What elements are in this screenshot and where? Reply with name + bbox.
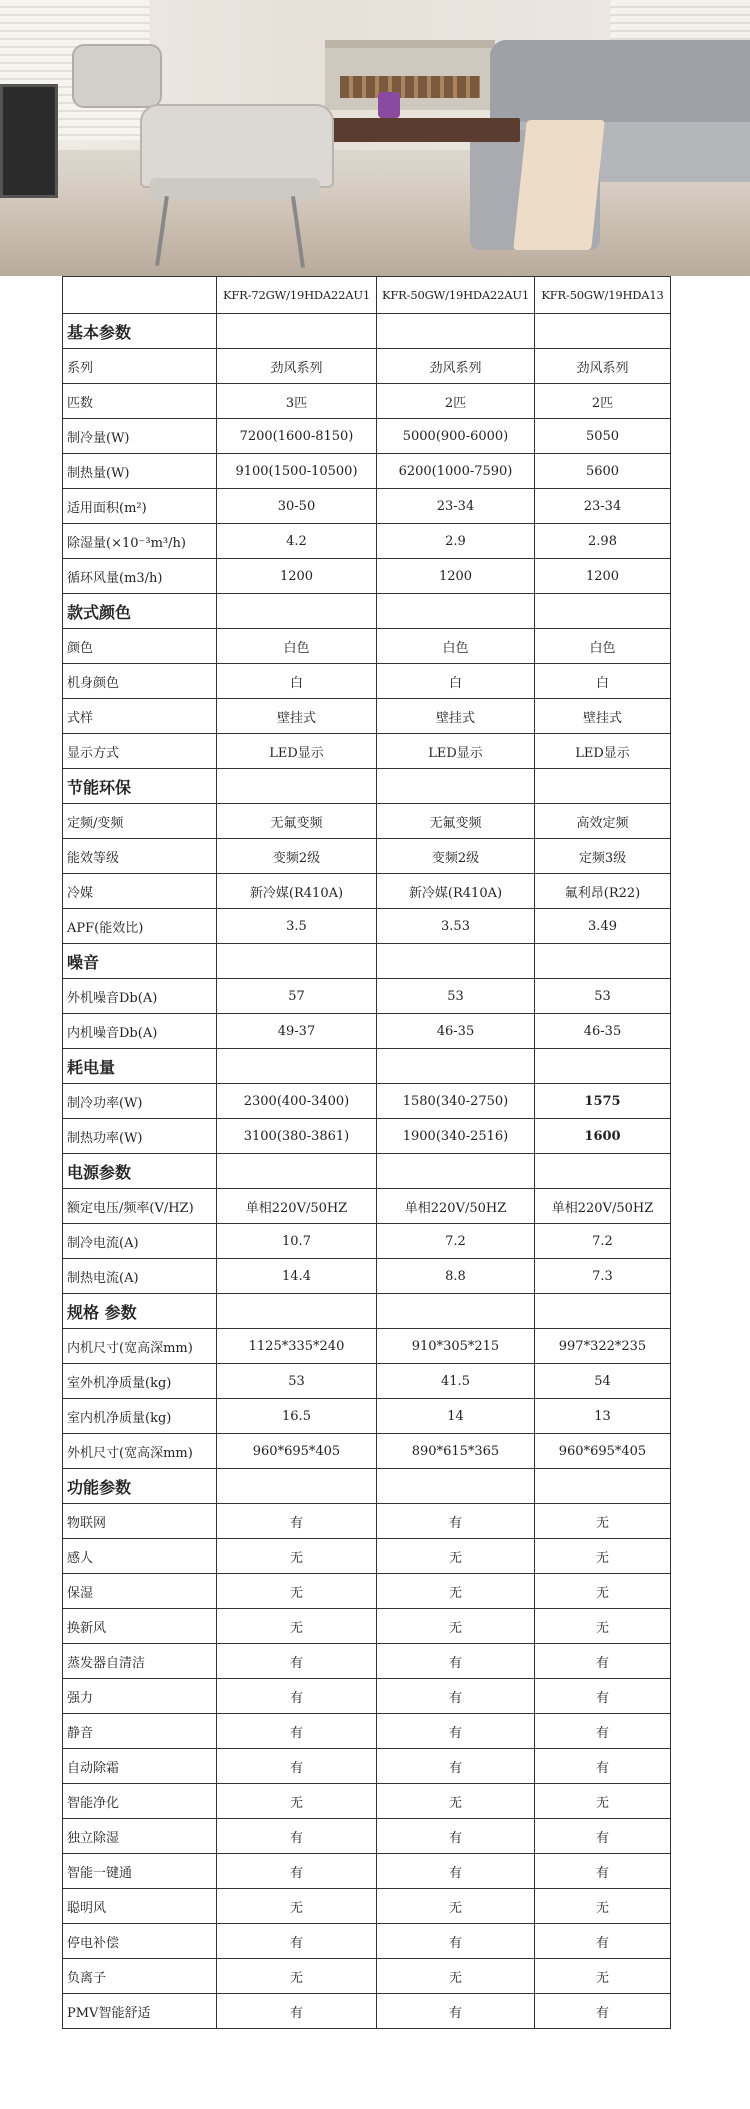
spec-label: 系列 xyxy=(63,349,217,384)
spec-value-model-2: 1580(340-2750) xyxy=(377,1084,535,1119)
spec-value-model-1: 变频2级 xyxy=(217,839,377,874)
spec-value-model-1: 无氟变频 xyxy=(217,804,377,839)
spec-value-model-2: 无 xyxy=(377,1784,535,1819)
spec-row xyxy=(63,1399,671,1434)
spec-value-model-2: 有 xyxy=(377,1644,535,1679)
spec-value-model-3: 23-34 xyxy=(535,489,671,524)
section-header-row xyxy=(63,1154,671,1189)
spec-label: 机身颜色 xyxy=(63,664,217,699)
spec-row xyxy=(63,489,671,524)
section-empty-cell xyxy=(377,594,535,629)
section-empty-cell xyxy=(217,944,377,979)
spec-row xyxy=(63,909,671,944)
spec-value-model-1: 有 xyxy=(217,1994,377,2029)
spec-label: PMV智能舒适 xyxy=(63,1994,217,2029)
spec-label: 停电补偿 xyxy=(63,1924,217,1959)
spec-value-model-1: 有 xyxy=(217,1644,377,1679)
spec-value-model-3: 2匹 xyxy=(535,384,671,419)
spec-label: 定频/变频 xyxy=(63,804,217,839)
section-title: 基本参数 xyxy=(63,314,217,349)
spec-row xyxy=(63,1119,671,1154)
spec-label: 制热量(W) xyxy=(63,454,217,489)
spec-value-model-3: 劲风系列 xyxy=(535,349,671,384)
spec-value-model-3: 无 xyxy=(535,1539,671,1574)
spec-value-model-1: 新冷媒(R410A) xyxy=(217,874,377,909)
spec-value-model-1: 7200(1600-8150) xyxy=(217,419,377,454)
spec-label: 感人 xyxy=(63,1539,217,1574)
spec-value-model-2: 无 xyxy=(377,1609,535,1644)
section-header-row xyxy=(63,1049,671,1084)
spec-label: APF(能效比) xyxy=(63,909,217,944)
spec-value-model-2: 白 xyxy=(377,664,535,699)
section-empty-cell xyxy=(377,769,535,804)
spec-value-model-2: 单相220V/50HZ xyxy=(377,1189,535,1224)
spec-value-model-2: 无氟变频 xyxy=(377,804,535,839)
spec-row xyxy=(63,1084,671,1119)
spec-label: 外机尺寸(宽高深mm) xyxy=(63,1434,217,1469)
photo-floor xyxy=(0,180,750,276)
section-empty-cell xyxy=(535,1469,671,1504)
spec-row xyxy=(63,559,671,594)
section-title: 功能参数 xyxy=(63,1469,217,1504)
spec-row xyxy=(63,1889,671,1924)
section-title: 规格 参数 xyxy=(63,1294,217,1329)
spec-value-model-1: 无 xyxy=(217,1539,377,1574)
spec-value-model-2: 5000(900-6000) xyxy=(377,419,535,454)
section-empty-cell xyxy=(535,1294,671,1329)
spec-value-model-1: 53 xyxy=(217,1364,377,1399)
photo-tv xyxy=(0,84,58,198)
spec-label: 制热电流(A) xyxy=(63,1259,217,1294)
spec-row xyxy=(63,1434,671,1469)
section-title: 节能环保 xyxy=(63,769,217,804)
spec-row xyxy=(63,384,671,419)
model-name-1: KFR-72GW/19HDA22AU1 xyxy=(217,277,377,314)
spec-value-model-3: 5050 xyxy=(535,419,671,454)
spec-value-model-3: 3.49 xyxy=(535,909,671,944)
spec-row xyxy=(63,1924,671,1959)
spec-value-model-2: 有 xyxy=(377,1504,535,1539)
spec-label: 负离子 xyxy=(63,1959,217,1994)
section-header-row xyxy=(63,1294,671,1329)
spec-value-model-2: 41.5 xyxy=(377,1364,535,1399)
section-header-row xyxy=(63,594,671,629)
spec-value-model-1: 有 xyxy=(217,1679,377,1714)
spec-value-model-1: 30-50 xyxy=(217,489,377,524)
spec-value-model-2: 有 xyxy=(377,1679,535,1714)
spec-value-model-2: 壁挂式 xyxy=(377,699,535,734)
section-header-row xyxy=(63,944,671,979)
spec-value-model-1: 3100(380-3861) xyxy=(217,1119,377,1154)
section-empty-cell xyxy=(217,1294,377,1329)
spec-row xyxy=(63,1574,671,1609)
spec-row xyxy=(63,1644,671,1679)
spec-label: 式样 xyxy=(63,699,217,734)
spec-value-model-2: 劲风系列 xyxy=(377,349,535,384)
spec-value-model-2: 有 xyxy=(377,1714,535,1749)
model-name-2: KFR-50GW/19HDA22AU1 xyxy=(377,277,535,314)
spec-value-model-2: 无 xyxy=(377,1889,535,1924)
spec-value-model-1: 有 xyxy=(217,1924,377,1959)
spec-value-model-1: 2300(400-3400) xyxy=(217,1084,377,1119)
spec-value-model-1: 1200 xyxy=(217,559,377,594)
spec-value-model-2: 2匹 xyxy=(377,384,535,419)
spec-row xyxy=(63,1014,671,1049)
spec-row xyxy=(63,874,671,909)
spec-label: 内机噪音Db(A) xyxy=(63,1014,217,1049)
spec-value-model-3: 无 xyxy=(535,1959,671,1994)
spec-label: 蒸发器自清洁 xyxy=(63,1644,217,1679)
spec-value-model-3: 白 xyxy=(535,664,671,699)
spec-label: 匹数 xyxy=(63,384,217,419)
spec-value-model-3: 53 xyxy=(535,979,671,1014)
spec-value-model-1: 有 xyxy=(217,1819,377,1854)
hero-living-room-photo xyxy=(0,0,750,276)
spec-value-model-2: LED显示 xyxy=(377,734,535,769)
spec-value-model-3: 7.3 xyxy=(535,1259,671,1294)
spec-value-model-2: 有 xyxy=(377,1854,535,1889)
section-header-row xyxy=(63,1469,671,1504)
spec-value-model-1: 4.2 xyxy=(217,524,377,559)
spec-value-model-2: 变频2级 xyxy=(377,839,535,874)
spec-label: 冷媒 xyxy=(63,874,217,909)
spec-row xyxy=(63,1259,671,1294)
spec-value-model-2: 2.9 xyxy=(377,524,535,559)
spec-value-model-3: 1600 xyxy=(535,1119,671,1154)
spec-row xyxy=(63,734,671,769)
spec-value-model-1: 有 xyxy=(217,1714,377,1749)
spec-label: 制冷功率(W) xyxy=(63,1084,217,1119)
section-title: 耗电量 xyxy=(63,1049,217,1084)
spec-value-model-2: 有 xyxy=(377,1749,535,1784)
spec-value-model-2: 有 xyxy=(377,1819,535,1854)
spec-row xyxy=(63,1749,671,1784)
spec-value-model-2: 8.8 xyxy=(377,1259,535,1294)
spec-label: 制冷电流(A) xyxy=(63,1224,217,1259)
spec-row xyxy=(63,1994,671,2029)
spec-value-model-2: 无 xyxy=(377,1574,535,1609)
photo-throw-blanket xyxy=(513,120,605,250)
section-empty-cell xyxy=(377,1049,535,1084)
spec-value-model-1: 无 xyxy=(217,1959,377,1994)
spec-value-model-1: 有 xyxy=(217,1504,377,1539)
spec-value-model-3: 氟利昂(R22) xyxy=(535,874,671,909)
spec-value-model-1: 劲风系列 xyxy=(217,349,377,384)
section-empty-cell xyxy=(377,1294,535,1329)
spec-value-model-3: 1200 xyxy=(535,559,671,594)
spec-row xyxy=(63,1189,671,1224)
spec-row xyxy=(63,1854,671,1889)
section-empty-cell xyxy=(535,594,671,629)
spec-value-model-2: 53 xyxy=(377,979,535,1014)
spec-label: 保湿 xyxy=(63,1574,217,1609)
spec-value-model-3: 13 xyxy=(535,1399,671,1434)
spec-row xyxy=(63,1539,671,1574)
spec-row xyxy=(63,1609,671,1644)
spec-value-model-1: 无 xyxy=(217,1574,377,1609)
spec-row xyxy=(63,699,671,734)
spec-value-model-1: 57 xyxy=(217,979,377,1014)
photo-back-chair xyxy=(72,44,162,108)
spec-value-model-2: 无 xyxy=(377,1539,535,1574)
spec-table xyxy=(62,276,671,2029)
spec-value-model-2: 23-34 xyxy=(377,489,535,524)
spec-row xyxy=(63,524,671,559)
spec-value-model-3: 1575 xyxy=(535,1084,671,1119)
spec-value-model-3: 有 xyxy=(535,1924,671,1959)
section-empty-cell xyxy=(535,944,671,979)
section-empty-cell xyxy=(217,1049,377,1084)
spec-label: 内机尺寸(宽高深mm) xyxy=(63,1329,217,1364)
spec-value-model-1: 1125*335*240 xyxy=(217,1329,377,1364)
photo-firewood xyxy=(340,76,480,98)
model-name-3: KFR-50GW/19HDA13 xyxy=(535,277,671,314)
spec-value-model-3: 无 xyxy=(535,1504,671,1539)
spec-value-model-1: 3.5 xyxy=(217,909,377,944)
spec-value-model-3: 白色 xyxy=(535,629,671,664)
section-empty-cell xyxy=(535,1049,671,1084)
spec-row xyxy=(63,1504,671,1539)
spec-value-model-2: 有 xyxy=(377,1994,535,2029)
spec-label: 除湿量(×10⁻³m³/h) xyxy=(63,524,217,559)
section-empty-cell xyxy=(217,1469,377,1504)
spec-value-model-3: 无 xyxy=(535,1889,671,1924)
spec-value-model-3: 有 xyxy=(535,1749,671,1784)
spec-label: 智能净化 xyxy=(63,1784,217,1819)
spec-value-model-2: 3.53 xyxy=(377,909,535,944)
spec-row xyxy=(63,1329,671,1364)
spec-value-model-1: 16.5 xyxy=(217,1399,377,1434)
section-empty-cell xyxy=(535,314,671,349)
spec-value-model-2: 有 xyxy=(377,1924,535,1959)
spec-value-model-1: 有 xyxy=(217,1854,377,1889)
spec-value-model-1: 3匹 xyxy=(217,384,377,419)
spec-value-model-1: 9100(1500-10500) xyxy=(217,454,377,489)
spec-value-model-3: 有 xyxy=(535,1644,671,1679)
spec-label: 室内机净质量(kg) xyxy=(63,1399,217,1434)
spec-label: 聪明风 xyxy=(63,1889,217,1924)
spec-label: 自动除霜 xyxy=(63,1749,217,1784)
spec-value-model-2: 新冷媒(R410A) xyxy=(377,874,535,909)
spec-value-model-3: 有 xyxy=(535,1819,671,1854)
spec-value-model-3: 定频3级 xyxy=(535,839,671,874)
spec-row xyxy=(63,454,671,489)
spec-label: 适用面积(m²) xyxy=(63,489,217,524)
section-empty-cell xyxy=(377,1469,535,1504)
section-empty-cell xyxy=(377,1154,535,1189)
section-header-row xyxy=(63,314,671,349)
spec-label: 强力 xyxy=(63,1679,217,1714)
spec-value-model-1: 无 xyxy=(217,1889,377,1924)
spec-value-model-2: 1200 xyxy=(377,559,535,594)
spec-value-model-3: 高效定频 xyxy=(535,804,671,839)
spec-label: 静音 xyxy=(63,1714,217,1749)
spec-row xyxy=(63,629,671,664)
section-empty-cell xyxy=(217,594,377,629)
section-empty-cell xyxy=(377,314,535,349)
spec-value-model-3: 7.2 xyxy=(535,1224,671,1259)
spec-value-model-1: 单相220V/50HZ xyxy=(217,1189,377,1224)
spec-label: 独立除湿 xyxy=(63,1819,217,1854)
spec-label: 智能一键通 xyxy=(63,1854,217,1889)
model-header-row xyxy=(63,277,671,314)
spec-table-body xyxy=(63,277,671,2029)
spec-value-model-3: 960*695*405 xyxy=(535,1434,671,1469)
header-corner-cell xyxy=(63,277,217,314)
section-empty-cell xyxy=(217,1154,377,1189)
spec-label: 显示方式 xyxy=(63,734,217,769)
spec-value-model-3: LED显示 xyxy=(535,734,671,769)
spec-label: 物联网 xyxy=(63,1504,217,1539)
spec-value-model-1: 960*695*405 xyxy=(217,1434,377,1469)
photo-fireplace xyxy=(325,40,495,110)
spec-value-model-1: 无 xyxy=(217,1784,377,1819)
spec-row xyxy=(63,419,671,454)
spec-label: 能效等级 xyxy=(63,839,217,874)
spec-value-model-3: 有 xyxy=(535,1714,671,1749)
spec-value-model-1: LED显示 xyxy=(217,734,377,769)
spec-row xyxy=(63,804,671,839)
photo-sofa-back xyxy=(490,40,750,130)
spec-value-model-3: 5600 xyxy=(535,454,671,489)
spec-value-model-1: 有 xyxy=(217,1749,377,1784)
spec-row xyxy=(63,349,671,384)
spec-value-model-3: 54 xyxy=(535,1364,671,1399)
spec-value-model-3: 有 xyxy=(535,1854,671,1889)
section-empty-cell xyxy=(217,314,377,349)
section-empty-cell xyxy=(217,769,377,804)
spec-row xyxy=(63,1714,671,1749)
spec-row xyxy=(63,1224,671,1259)
spec-label: 额定电压/频率(V/HZ) xyxy=(63,1189,217,1224)
section-header-row xyxy=(63,769,671,804)
spec-value-model-2: 14 xyxy=(377,1399,535,1434)
spec-value-model-1: 白 xyxy=(217,664,377,699)
spec-row xyxy=(63,664,671,699)
spec-value-model-3: 997*322*235 xyxy=(535,1329,671,1364)
spec-label: 外机噪音Db(A) xyxy=(63,979,217,1014)
spec-value-model-2: 白色 xyxy=(377,629,535,664)
section-empty-cell xyxy=(535,1154,671,1189)
spec-value-model-3: 2.98 xyxy=(535,524,671,559)
photo-flower-vase xyxy=(378,92,400,118)
spec-row xyxy=(63,839,671,874)
spec-value-model-3: 有 xyxy=(535,1679,671,1714)
section-empty-cell xyxy=(535,769,671,804)
section-empty-cell xyxy=(377,944,535,979)
spec-value-model-1: 49-37 xyxy=(217,1014,377,1049)
spec-label: 室外机净质量(kg) xyxy=(63,1364,217,1399)
spec-value-model-2: 910*305*215 xyxy=(377,1329,535,1364)
spec-value-model-2: 890*615*365 xyxy=(377,1434,535,1469)
spec-value-model-3: 无 xyxy=(535,1574,671,1609)
spec-label: 制冷量(W) xyxy=(63,419,217,454)
spec-value-model-1: 无 xyxy=(217,1609,377,1644)
spec-value-model-2: 46-35 xyxy=(377,1014,535,1049)
photo-armchair-back xyxy=(140,104,334,188)
spec-value-model-3: 无 xyxy=(535,1609,671,1644)
spec-row xyxy=(63,1819,671,1854)
spec-value-model-2: 6200(1000-7590) xyxy=(377,454,535,489)
spec-row xyxy=(63,979,671,1014)
spec-row xyxy=(63,1679,671,1714)
spec-label: 换新风 xyxy=(63,1609,217,1644)
section-title: 款式颜色 xyxy=(63,594,217,629)
spec-label: 循环风量(m3/h) xyxy=(63,559,217,594)
spec-label: 颜色 xyxy=(63,629,217,664)
spec-row xyxy=(63,1364,671,1399)
spec-row xyxy=(63,1959,671,1994)
spec-value-model-2: 1900(340-2516) xyxy=(377,1119,535,1154)
spec-value-model-1: 14.4 xyxy=(217,1259,377,1294)
spec-value-model-2: 无 xyxy=(377,1959,535,1994)
section-title: 电源参数 xyxy=(63,1154,217,1189)
spec-value-model-2: 7.2 xyxy=(377,1224,535,1259)
spec-value-model-1: 10.7 xyxy=(217,1224,377,1259)
spec-value-model-3: 46-35 xyxy=(535,1014,671,1049)
section-title: 噪音 xyxy=(63,944,217,979)
spec-label: 制热功率(W) xyxy=(63,1119,217,1154)
spec-value-model-1: 壁挂式 xyxy=(217,699,377,734)
spec-value-model-3: 有 xyxy=(535,1994,671,2029)
spec-value-model-3: 无 xyxy=(535,1784,671,1819)
spec-row xyxy=(63,1784,671,1819)
spec-value-model-3: 单相220V/50HZ xyxy=(535,1189,671,1224)
spec-value-model-1: 白色 xyxy=(217,629,377,664)
spec-value-model-3: 壁挂式 xyxy=(535,699,671,734)
